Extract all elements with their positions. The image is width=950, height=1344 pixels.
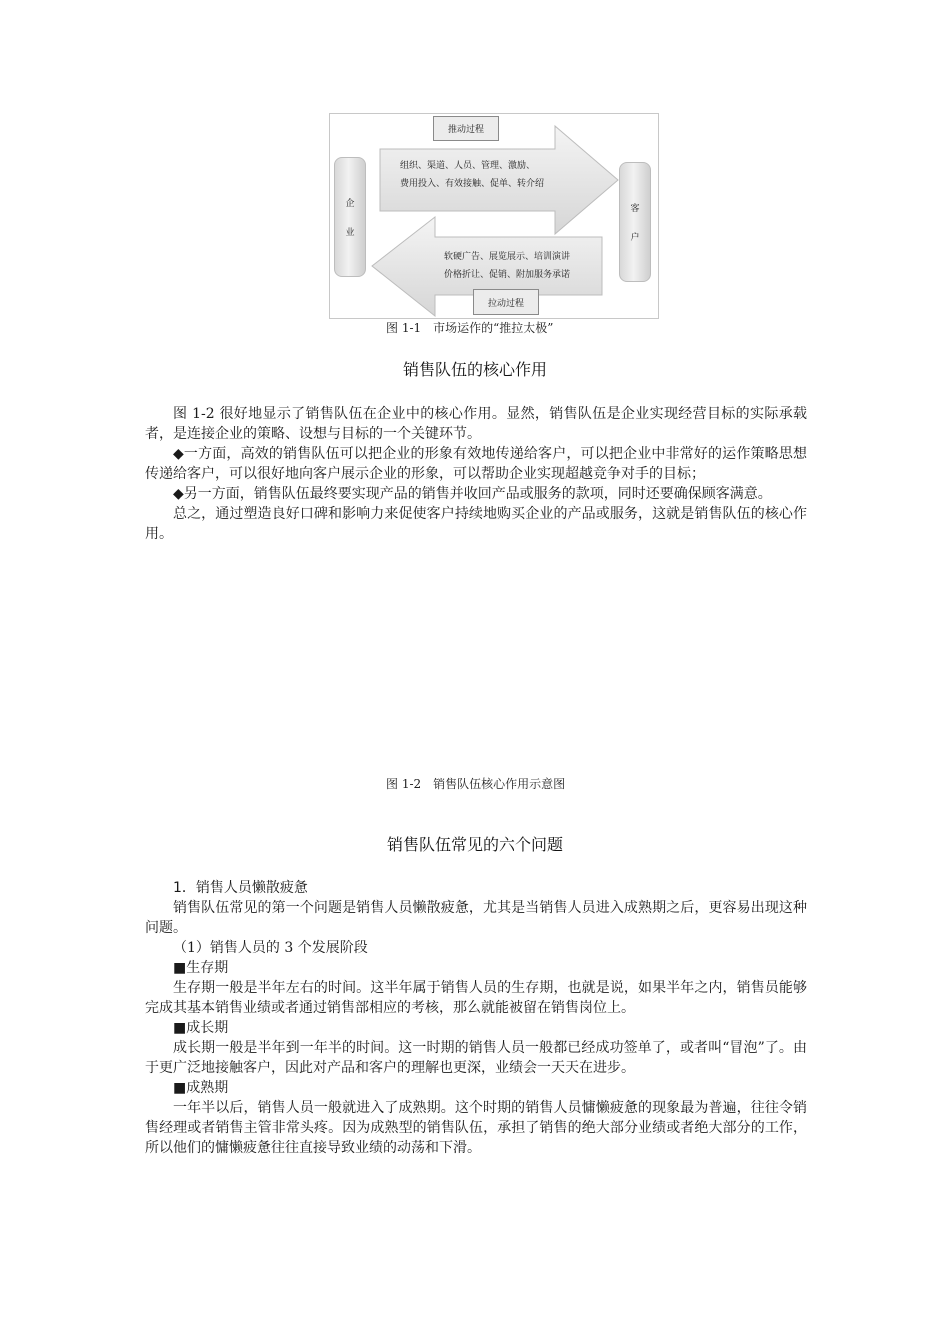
- stage-title-survival: ■生存期: [173, 960, 229, 976]
- enterprise-box: [334, 157, 366, 277]
- pull-items-line2: 价格折让、促销、附加服务承诺: [444, 270, 571, 280]
- push-items-line1: 组织、渠道、人员、管理、激励、: [400, 161, 536, 171]
- pull-process-box: 拉动过程: [473, 289, 539, 315]
- figure2-caption: 图 1-2 销售队伍核心作用示意图: [386, 777, 566, 791]
- paragraph: 总之，通过塑造良好口碑和影响力来促使客户持续地购买企业的产品或服务，这就是销售队伍的核心作用。: [145, 506, 807, 542]
- figure1-caption: 图 1-1 市场运作的“推拉太极”: [386, 321, 554, 335]
- paragraph: 销售队伍常见的第一个问题是销售人员懒散疲惫，尤其是当销售人员进入成熟期之后，更容易出现这种问题。: [145, 900, 807, 936]
- push-pull-diagram: [329, 113, 659, 319]
- section1-body: [145, 404, 807, 544]
- problem-heading-1: 1．销售人员懒散疲惫: [173, 880, 308, 896]
- enterprise-char-2: 业: [345, 228, 355, 238]
- customer-char-1: 客: [630, 204, 640, 214]
- section-title-core-role: 销售队伍的核心作用: [402, 360, 547, 379]
- paragraph: 图 1-2 很好地显示了销售队伍在企业中的核心作用。显然，销售队伍是企业实现经营目标的实际承载者，是连接企业的策略、设想与目标的一个关键环节。: [145, 406, 807, 442]
- stage-title-mature: ■成熟期: [173, 1080, 229, 1096]
- sub-heading: （1）销售人员的 3 个发展阶段: [173, 940, 368, 956]
- paragraph: 成长期一般是半年到一年半的时间。这一时期的销售人员一般都已经成功签单了，或者叫“冒泡”了。由于更广泛地接触客户，因此对产品和客户的理解也更深，业绩会一天天在进步。: [145, 1040, 807, 1076]
- section-title-six-problems: 销售队伍常见的六个问题: [386, 835, 563, 854]
- paragraph: 一年半以后，销售人员一般就进入了成熟期。这个时期的销售人员慵懒疲惫的现象最为普遍，往往令销售经理或者销售主管非常头疼。因为成熟型的销售队伍，承担了销售的绝大部分业绩或者绝大部分的工作，所以他们的慵懒疲惫往往直接导致业绩的动荡和下滑。: [145, 1100, 807, 1156]
- paragraph: ◆一方面，高效的销售队伍可以把企业的形象有效地传递给客户，可以把企业中非常好的运作策略思想传递给客户，可以很好地向客户展示企业的形象，可以帮助企业实现超越竞争对手的目标；: [145, 446, 807, 482]
- paragraph: 生存期一般是半年左右的时间。这半年属于销售人员的生存期，也就是说，如果半年之内，销售员能够完成其基本销售业绩或者通过销售部相应的考核，那么就能被留在销售岗位上。: [145, 980, 807, 1016]
- enterprise-char-1: 企: [345, 199, 355, 209]
- diagram-arrows: [330, 114, 658, 318]
- pull-items-line1: 软硬广告、展览展示、培训演讲: [444, 252, 571, 262]
- push-process-box: 推动过程: [433, 116, 499, 141]
- paragraph: ◆另一方面，销售队伍最终要实现产品的销售并收回产品或服务的款项，同时还要确保顾客满意。: [173, 486, 772, 502]
- stage-title-growth: ■成长期: [173, 1020, 229, 1036]
- push-items-line2: 费用投入、有效接触、促单、转介绍: [400, 179, 545, 189]
- customer-char-2: 户: [630, 233, 640, 243]
- section2-body: [145, 878, 807, 1158]
- customer-box: [619, 162, 651, 282]
